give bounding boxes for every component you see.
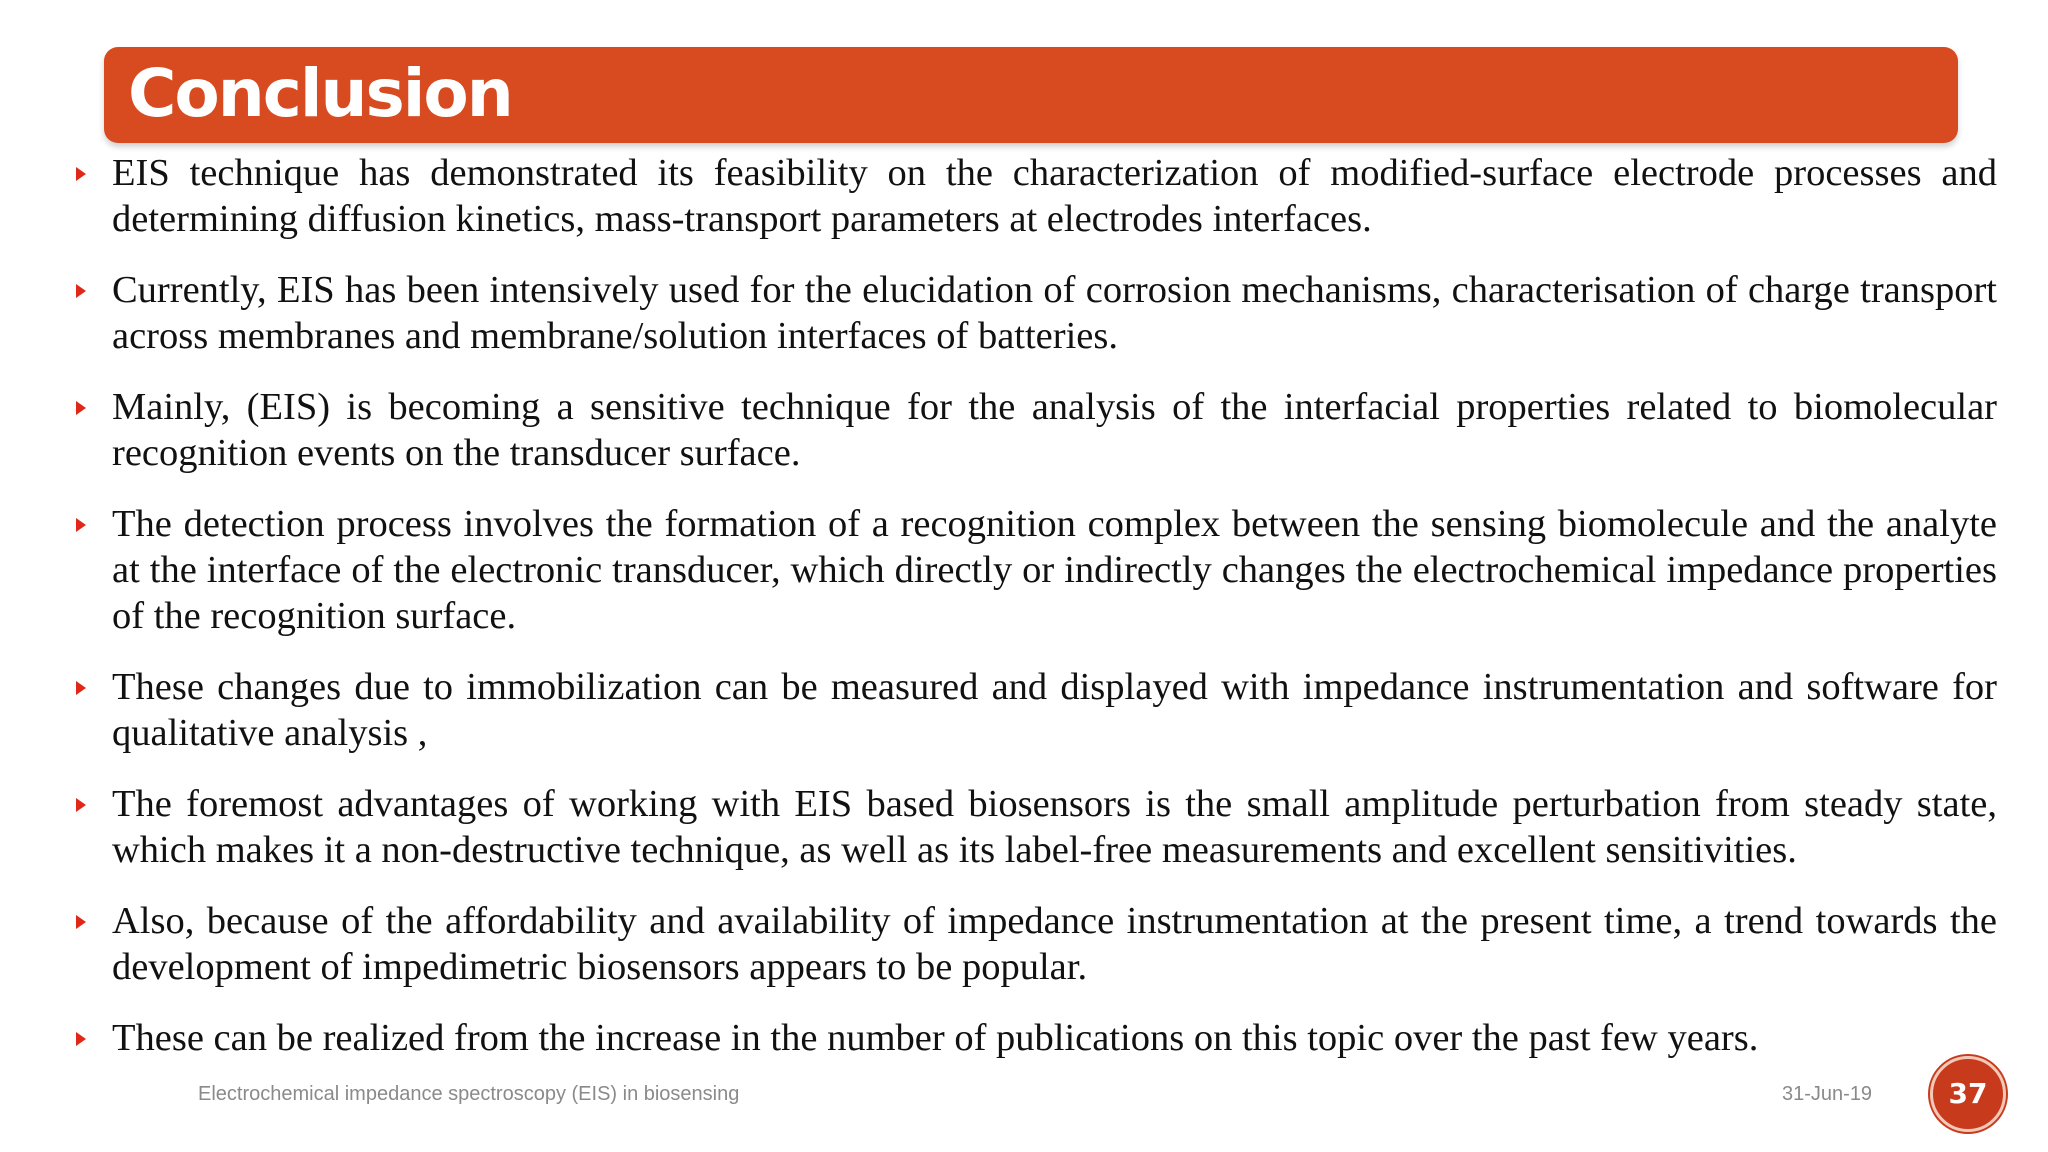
bullet-item <box>72 898 1997 990</box>
bullet-item <box>72 781 1997 873</box>
bullet-item <box>72 150 1997 242</box>
title-bar <box>104 47 1958 143</box>
bullet-text: Currently, EIS has been intensively used for the elucidation of corrosion mechanisms, characterisation of charge transport across membranes and membrane/solution interfaces of batteries. <box>112 269 1997 357</box>
bullet-text: Mainly, (EIS) is becoming a sensitive technique for the analysis of the interfacial properties related to biomolecular recognition events on the transducer surface. <box>112 386 1997 474</box>
bullet-item <box>72 664 1997 756</box>
bullet-arrow-icon <box>76 798 86 812</box>
bullet-text: Also, because of the affordability and availability of impedance instrumentation at the present time, a trend towards the development of impedimetric biosensors appears to be popular. <box>112 900 1997 988</box>
footer-date: 31-Jun-19 <box>1782 1083 1873 1105</box>
footer-text: Electrochemical impedance spectroscopy (EIS) in biosensing <box>198 1083 740 1105</box>
bullet-text: These can be realized from the increase in the number of publications on this topic over the past few years. <box>112 1017 1759 1059</box>
bullet-item <box>72 1015 1997 1061</box>
bullet-text: These changes due to immobilization can be measured and displayed with impedance instrumentation and software for qualitative analysis , <box>112 666 1997 754</box>
bullet-arrow-icon <box>76 401 86 415</box>
bullet-item <box>72 501 1997 639</box>
page-number-badge: 37 <box>1930 1056 2006 1132</box>
bullet-arrow-icon <box>76 915 86 929</box>
bullet-arrow-icon <box>76 518 86 532</box>
bullet-text: The detection process involves the formation of a recognition complex between the sensing biomolecule and the analyte at the interface of the electronic transducer, which directly or indirectly changes the electrochemical impedance properties of the recognition surface. <box>112 503 1997 637</box>
bullet-arrow-icon <box>76 1032 86 1046</box>
bullet-arrow-icon <box>76 681 86 695</box>
bullet-list <box>72 150 1997 1086</box>
bullet-text: The foremost advantages of working with EIS based biosensors is the small amplitude perturbation from steady state, which makes it a non-destructive technique, as well as its label-free measurements and excellent sensitivities. <box>112 783 1997 871</box>
bullet-arrow-icon <box>76 167 86 181</box>
slide-title: Conclusion <box>128 55 512 132</box>
bullet-item <box>72 267 1997 359</box>
bullet-item <box>72 384 1997 476</box>
bullet-arrow-icon <box>76 284 86 298</box>
bullet-text: EIS technique has demonstrated its feasibility on the characterization of modified-surface electrode processes and determining diffusion kinetics, mass-transport parameters at electrodes interfaces. <box>112 152 1997 240</box>
